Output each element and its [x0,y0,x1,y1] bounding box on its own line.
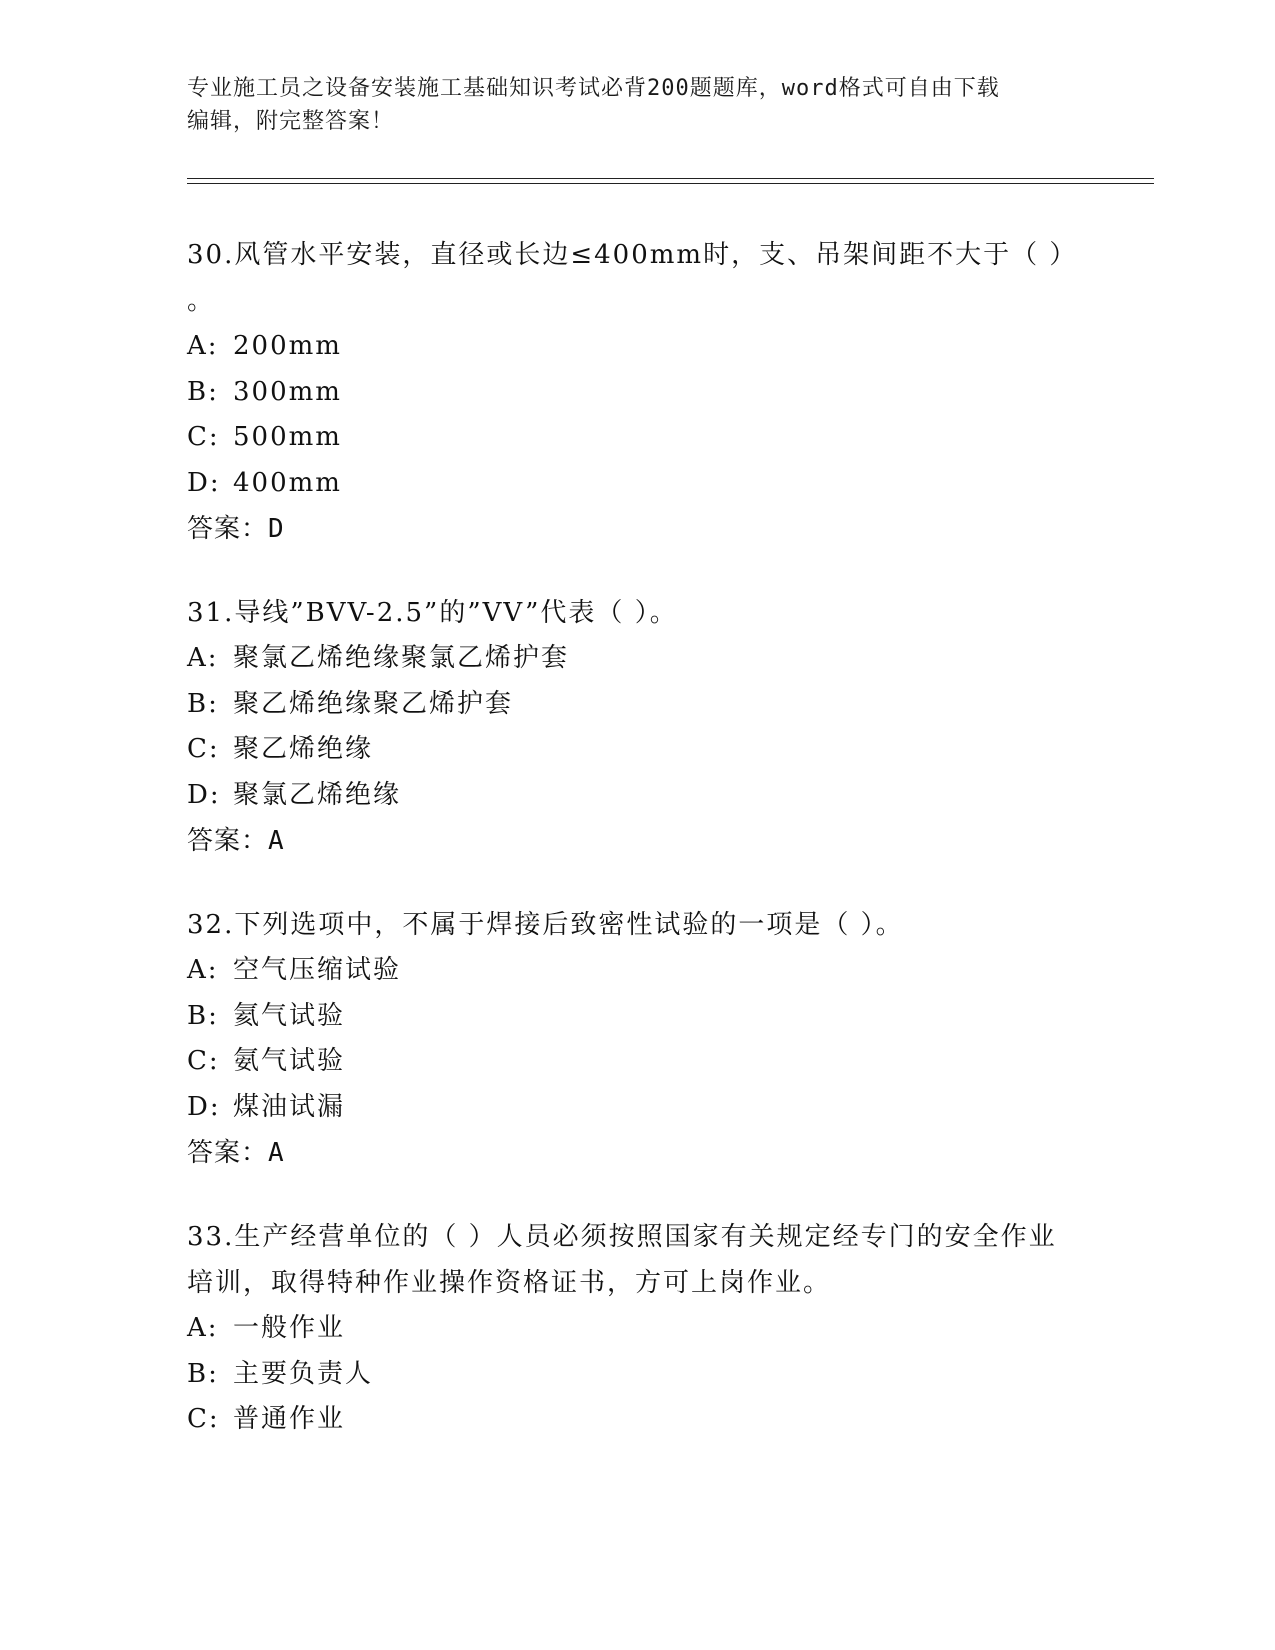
option-text: 聚氯乙烯绝缘聚氯乙烯护套 [233,643,570,673]
option-letter: A: [187,1313,219,1343]
option-letter: D: [187,1091,221,1122]
option-text: 普通作业 [233,1404,346,1434]
question-list [187,232,1078,1481]
header-divider-top [187,178,1154,179]
question-30 [187,232,1078,552]
option-text: 煤油试漏 [233,1091,346,1122]
option-letter: A: [187,955,219,985]
option-text: 300mm [233,376,342,407]
header-line-1: 专业施工员之设备安装施工基础知识考试必背200题题库，word格式可自由下载 [187,76,1000,101]
option-letter: D: [187,779,221,810]
option-c [187,415,1067,461]
question-stem-tail: 。 [187,286,216,316]
option-a [187,636,1067,682]
question-32 [187,902,1067,1176]
question-stem [187,232,1078,324]
option-d [187,461,1067,507]
option-b [187,370,1067,416]
option-letter: B: [187,688,219,719]
option-c [187,1039,1067,1085]
option-letter: B: [187,1000,219,1031]
option-letter: C: [187,422,220,452]
header-divider-bottom [187,183,1154,184]
document-header [187,72,1087,138]
option-text: 400mm [233,467,342,498]
option-letter: A: [187,643,219,673]
option-a [187,948,1067,994]
question-stem [187,590,1067,636]
question-stem-text: 32.下列选项中，不属于焊接后致密性试验的一项是（ ）。 [187,910,904,940]
option-letter: B: [187,1358,219,1389]
option-c [187,727,1067,773]
header-line-2: 编辑，附完整答案！ [187,109,395,134]
option-a [187,1306,1067,1352]
option-text: 200mm [233,331,342,361]
option-c [187,1397,1067,1443]
question-33 [187,1214,1067,1443]
question-stem-text: 31.导线”BVV-2.5”的”VV”代表（ ）。 [187,598,678,628]
option-b [187,682,1067,728]
question-stem [187,1214,1067,1306]
option-letter: C: [187,1404,220,1434]
answer-line: 答案：A [187,826,285,856]
option-letter: A: [187,331,219,361]
option-d [187,1085,1067,1131]
option-text: 一般作业 [233,1313,346,1343]
question-stem [187,902,1067,948]
option-text: 空气压缩试验 [233,955,402,985]
question-stem-text: 30.风管水平安装，直径或长边≤400mm时，支、吊架间距不大于（ ） [187,240,1078,270]
option-a [187,324,1067,370]
option-letter: B: [187,376,219,407]
question-stem-text: 33.生产经营单位的（ ）人员必须按照国家有关规定经专门的安全作业培训，取得特种作业操作资格证书，方可上岗作业。 [187,1222,1057,1298]
answer-line: 答案：D [187,514,285,544]
answer-line: 答案：A [187,1138,285,1168]
option-b [187,1352,1067,1398]
option-text: 聚乙烯绝缘 [233,734,374,764]
option-text: 氨气试验 [233,1046,346,1076]
option-letter: D: [187,467,221,498]
option-b [187,994,1067,1040]
option-d [187,773,1067,819]
option-text: 聚乙烯绝缘聚乙烯护套 [233,688,514,719]
option-text: 主要负责人 [233,1358,374,1389]
question-31 [187,590,1067,864]
option-text: 500mm [233,422,342,452]
option-letter: C: [187,734,220,764]
option-text: 氦气试验 [233,1000,346,1031]
option-letter: C: [187,1046,220,1076]
option-text: 聚氯乙烯绝缘 [233,779,402,810]
